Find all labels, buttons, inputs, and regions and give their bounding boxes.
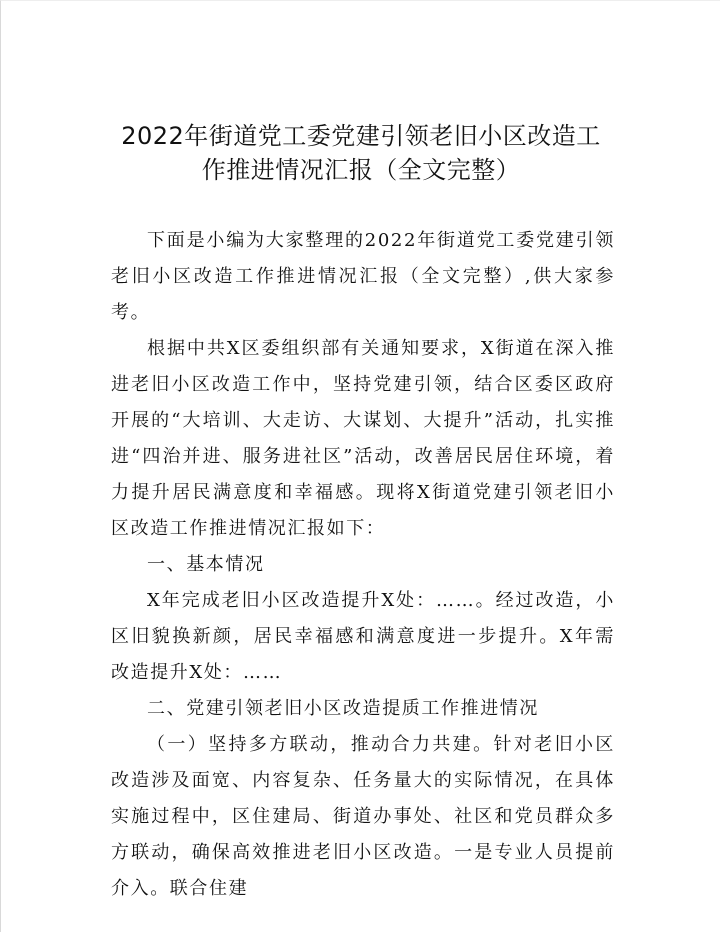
document-title <box>101 119 621 187</box>
document-body <box>111 223 615 907</box>
section-heading-progress: 二、党建引领老旧小区改造提质工作推进情况 <box>147 698 539 719</box>
basic-situation-paragraph: X年完成老旧小区改造提升X处：……。经过改造，小区旧貌换新颜，居民幸福感和满意度进一步提升。X年需改造提升X处：…… <box>111 590 615 683</box>
section-heading-basic-situation: 一、基本情况 <box>147 554 265 575</box>
intro-paragraph: 下面是小编为大家整理的2022年街道党工委党建引领老旧小区改造工作推进情况汇报（全文完整）,供大家参考。 <box>111 230 615 323</box>
background-paragraph: 根据中共X区委组织部有关通知要求，X街道在深入推进老旧小区改造工作中，坚持党建引领，结合区委区政府开展的“大培训、大走访、大谋划、大提升”活动，扎实推进“四治并进、服务进社区”活动，改善居民居住环境，着力提升居民满意度和幸福感。现将X街道党建引领老旧小区改造工作推进情况汇报如下： <box>111 338 615 539</box>
document-title-line-1: 2022年街道党工委党建引领老旧小区改造工 <box>121 122 601 150</box>
document-title-line-2: 作推进情况汇报（全文完整） <box>201 156 521 184</box>
progress-paragraph: （一）坚持多方联动，推动合力共建。针对老旧小区改造涉及面宽、内容复杂、任务量大的实际情况，在具体实施过程中，区住建局、街道办事处、社区和党员群众多方联动，确保高效推进老旧小区改造。一是专业人员提前介入。联合住建 <box>111 734 615 899</box>
